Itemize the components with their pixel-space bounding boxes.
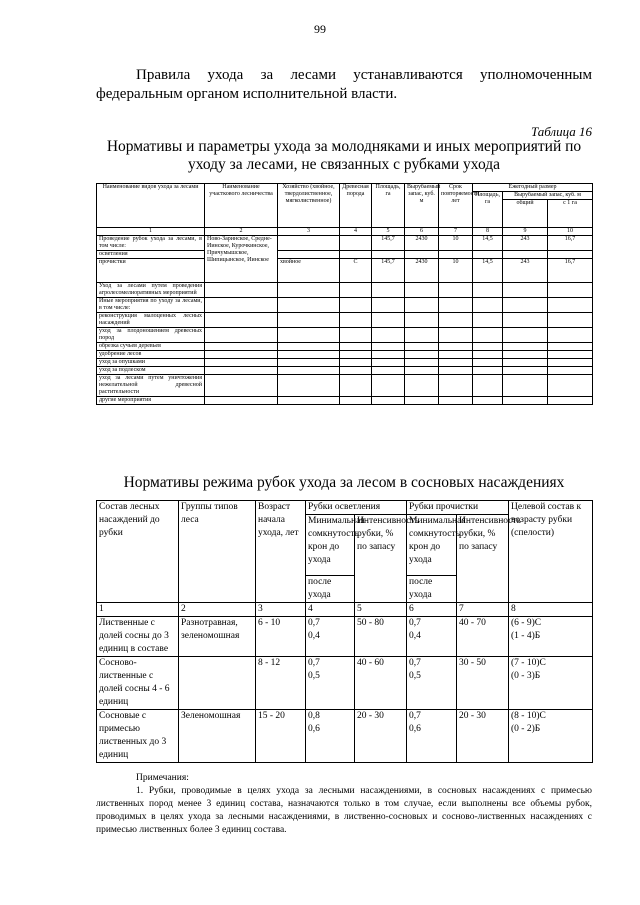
table-cell — [340, 251, 372, 259]
table16 — [96, 183, 593, 405]
table-cell: Проведение рубок ухода за лесами, в том числе: — [97, 236, 205, 251]
table-cell: удобрение лесов — [97, 351, 205, 359]
table-cell: С — [340, 259, 372, 283]
value-before: 0,7 — [308, 658, 320, 668]
value-before: 0,7 — [409, 618, 421, 628]
value-before: 0,8 — [308, 711, 320, 721]
value-after: 0,5 — [308, 671, 320, 681]
table-cell: 8 - 12 — [256, 657, 306, 710]
header-cell: Наименование видов ухода за лесами — [97, 184, 205, 228]
table-row — [97, 397, 593, 405]
table16-title-line: Нормативы и параметры ухода за молодняками и иных мероприятий по — [106, 138, 582, 155]
table-cell: Иные мероприятия по уходу за лесами, в том числе: — [97, 298, 205, 313]
table-caption: Таблица 16 — [530, 124, 592, 139]
table-cell — [340, 236, 372, 251]
target-composition: (7 - 10)С — [511, 658, 546, 668]
table-row — [97, 283, 593, 298]
header-cell: Срок повторяемости, лет — [439, 184, 473, 228]
table-row — [97, 251, 593, 259]
table-cell: 15 - 20 — [256, 710, 306, 763]
table-row — [97, 343, 593, 351]
header-cell: Целевой состав к возрасту рубки (спелости) — [509, 501, 593, 603]
column-number: 6 — [407, 603, 457, 617]
table-cell: осветления — [97, 251, 205, 259]
intro-word: Правила — [136, 67, 191, 83]
header-cell: Хозяйство (хвойное, твердолиственное, мягколиственное) — [278, 184, 340, 228]
notes-heading: Примечания: — [136, 773, 189, 783]
value-after: 0,4 — [409, 631, 421, 641]
column-number: 5 — [372, 228, 405, 236]
column-number: 1 — [97, 603, 179, 617]
column-number: 10 — [548, 228, 593, 236]
intro-word: за — [260, 67, 274, 83]
table-row — [97, 236, 593, 251]
table-cell — [509, 617, 593, 657]
header-cell: Возраст начала ухода, лет — [256, 501, 306, 603]
table-cell: 145,7 — [372, 236, 405, 251]
column-number: 3 — [278, 228, 340, 236]
header-cell: Минимальная сомкнутость крон до ухода — [306, 515, 355, 576]
table-cell: 30 - 50 — [457, 657, 509, 710]
table-cell: уход за лесами путем уничтожения нежелательной древесной растительности — [97, 375, 205, 397]
value-after: 0,6 — [409, 724, 421, 734]
table16-title — [96, 138, 592, 174]
target-composition: (6 - 9)С — [511, 618, 542, 628]
header-cell: с 1 га — [548, 200, 593, 228]
table-cell: Ново-Заринское, Средне-Иинское, Курочкинское, Причумышское, Шипицынское, Иинское — [205, 236, 278, 283]
intro-word: устанавливаются — [353, 67, 463, 83]
value-after: 0,4 — [308, 631, 320, 641]
header-cell: после ухода — [407, 576, 457, 603]
header-cell: общий — [503, 200, 548, 228]
table-cell — [405, 251, 439, 259]
column-number: 7 — [457, 603, 509, 617]
table-cell: Разнотравная, зеленомошная — [179, 617, 256, 657]
table-row — [97, 328, 593, 343]
table-cell: 145,7 — [372, 259, 405, 283]
table-cell: 16,7 — [548, 259, 593, 283]
table-row — [97, 298, 593, 313]
target-composition: (1 - 4)Б — [511, 631, 541, 641]
pine-thinning-table — [96, 500, 593, 763]
table-cell: уход за плодоношением древесных пород — [97, 328, 205, 343]
table-cell — [473, 251, 503, 259]
column-number: 4 — [340, 228, 372, 236]
table-cell: 20 - 30 — [355, 710, 407, 763]
header-cell: Минимальная сомкнутость крон до ухода — [407, 515, 457, 576]
table-cell: другие мероприятия — [97, 397, 205, 405]
value-after: 0,6 — [308, 724, 320, 734]
table-cell: 20 - 30 — [457, 710, 509, 763]
column-number: 1 — [97, 228, 205, 236]
table-cell: Уход за лесами путем проведения агролесомелиоративных мероприятий — [97, 283, 205, 298]
table-cell: 10 — [439, 259, 473, 283]
table-cell — [278, 251, 340, 259]
table-cell — [407, 617, 457, 657]
table-row — [97, 617, 593, 657]
table-cell: 50 - 80 — [355, 617, 407, 657]
column-number: 2 — [179, 603, 256, 617]
target-composition: (0 - 2)Б — [511, 724, 541, 734]
table-cell: 10 — [439, 236, 473, 251]
intro-word: уполномоченным — [480, 67, 592, 83]
header-cell: Площадь, га — [372, 184, 405, 228]
table-row — [97, 351, 593, 359]
intro-line-2: федеральным органом исполнительной власти. — [96, 86, 398, 102]
header-cell: Наименование участкового лесничества — [205, 184, 278, 228]
table-cell — [179, 657, 256, 710]
table-cell: 2430 — [405, 259, 439, 283]
table-cell: 16,7 — [548, 236, 593, 251]
header-cell: Группы типов леса — [179, 501, 256, 603]
table-row — [97, 657, 593, 710]
table-cell — [439, 251, 473, 259]
table-cell: 40 - 60 — [355, 657, 407, 710]
intro-line-1 — [96, 66, 592, 85]
notes — [96, 772, 592, 837]
header-cell: Интенсивность рубки, % по запасу — [355, 515, 407, 603]
column-number: 6 — [405, 228, 439, 236]
table16-title-line: уходу за лесами, не связанных с рубками ухода — [187, 156, 501, 173]
table-row — [97, 375, 593, 397]
column-number: 7 — [439, 228, 473, 236]
value-before: 0,7 — [409, 658, 421, 668]
table-row — [97, 710, 593, 763]
table-cell: уход за опушками — [97, 359, 205, 367]
table-cell — [306, 657, 355, 710]
table-cell: 40 - 70 — [457, 617, 509, 657]
value-before: 0,7 — [308, 618, 320, 628]
table-cell — [306, 710, 355, 763]
column-number: 8 — [509, 603, 593, 617]
header-cell: Рубки прочистки — [407, 501, 509, 515]
header-cell: Вырубаемый запас, куб. м — [503, 192, 593, 200]
intro-paragraph — [96, 66, 592, 104]
table-cell: 243 — [503, 259, 548, 283]
table-row — [97, 313, 593, 328]
table-cell — [509, 710, 593, 763]
header-cell: Ежегодный размер — [473, 184, 593, 192]
header-cell: Рубки осветления — [306, 501, 407, 515]
table-cell: 14,5 — [473, 236, 503, 251]
table-cell: Лиственные с долей сосны до 3 единиц в составе — [97, 617, 179, 657]
target-composition: (0 - 3)Б — [511, 671, 541, 681]
table-cell — [407, 710, 457, 763]
column-number: 8 — [473, 228, 503, 236]
table-row — [97, 367, 593, 375]
column-number: 4 — [306, 603, 355, 617]
value-after: 0,5 — [409, 671, 421, 681]
table-cell: 243 — [503, 236, 548, 251]
header-cell: Древесная порода — [340, 184, 372, 228]
page-number: 99 — [314, 22, 326, 36]
table-cell: Сосново-лиственные с долей сосны 4 - 6 единиц — [97, 657, 179, 710]
table-cell — [509, 657, 593, 710]
table-cell — [306, 617, 355, 657]
header-cell: Вырубаемый запас, куб. м — [405, 184, 439, 228]
intro-word: ухода — [207, 67, 244, 83]
table-cell — [278, 236, 340, 251]
table-cell: 2430 — [405, 236, 439, 251]
target-composition: (8 - 10)С — [511, 711, 546, 721]
table-cell: 6 - 10 — [256, 617, 306, 657]
table-cell: реконструкция малоценных лесных насаждений — [97, 313, 205, 328]
table-cell: Сосновые с примесью лиственных до 3 единиц — [97, 710, 179, 763]
table-cell — [503, 251, 548, 259]
table-cell: Зеленомошная — [179, 710, 256, 763]
table-cell: обрезка сучьев деревьев — [97, 343, 205, 351]
header-cell: Площадь, га — [473, 192, 503, 228]
pine-table-title: Нормативы режима рубок ухода за лесом в сосновых насаждениях — [123, 474, 565, 491]
notes-text: 1. Рубки, проводимые в целях ухода за лесными насаждениями, в сосновых насаждениях с примесью лиственных пород менее 3 единиц состава, назначаются только в том случае, если выполнены все объемы рубок, проводимых в целях ухода за лесными насаждениями, в лиственно-сосновых и сосново-лиственных насаждениях с примесью лиственных более 3 единиц состава. — [96, 786, 592, 835]
table-cell: 14,5 — [473, 259, 503, 283]
table-cell: хвойное — [278, 259, 340, 283]
table-cell — [407, 657, 457, 710]
table-cell — [548, 251, 593, 259]
table-cell: уход за подлеском — [97, 367, 205, 375]
column-number: 5 — [355, 603, 407, 617]
column-number: 9 — [503, 228, 548, 236]
table-row — [97, 359, 593, 367]
table-cell — [372, 251, 405, 259]
header-cell: Интенсивность рубки, % по запасу — [457, 515, 509, 603]
value-before: 0,7 — [409, 711, 421, 721]
column-number: 3 — [256, 603, 306, 617]
header-cell: Состав лесных насаждений до рубки — [97, 501, 179, 603]
intro-word: лесами — [290, 67, 336, 83]
column-number: 2 — [205, 228, 278, 236]
table-cell: прочистки — [97, 259, 205, 283]
table-row — [97, 259, 593, 283]
header-cell: после ухода — [306, 576, 355, 603]
